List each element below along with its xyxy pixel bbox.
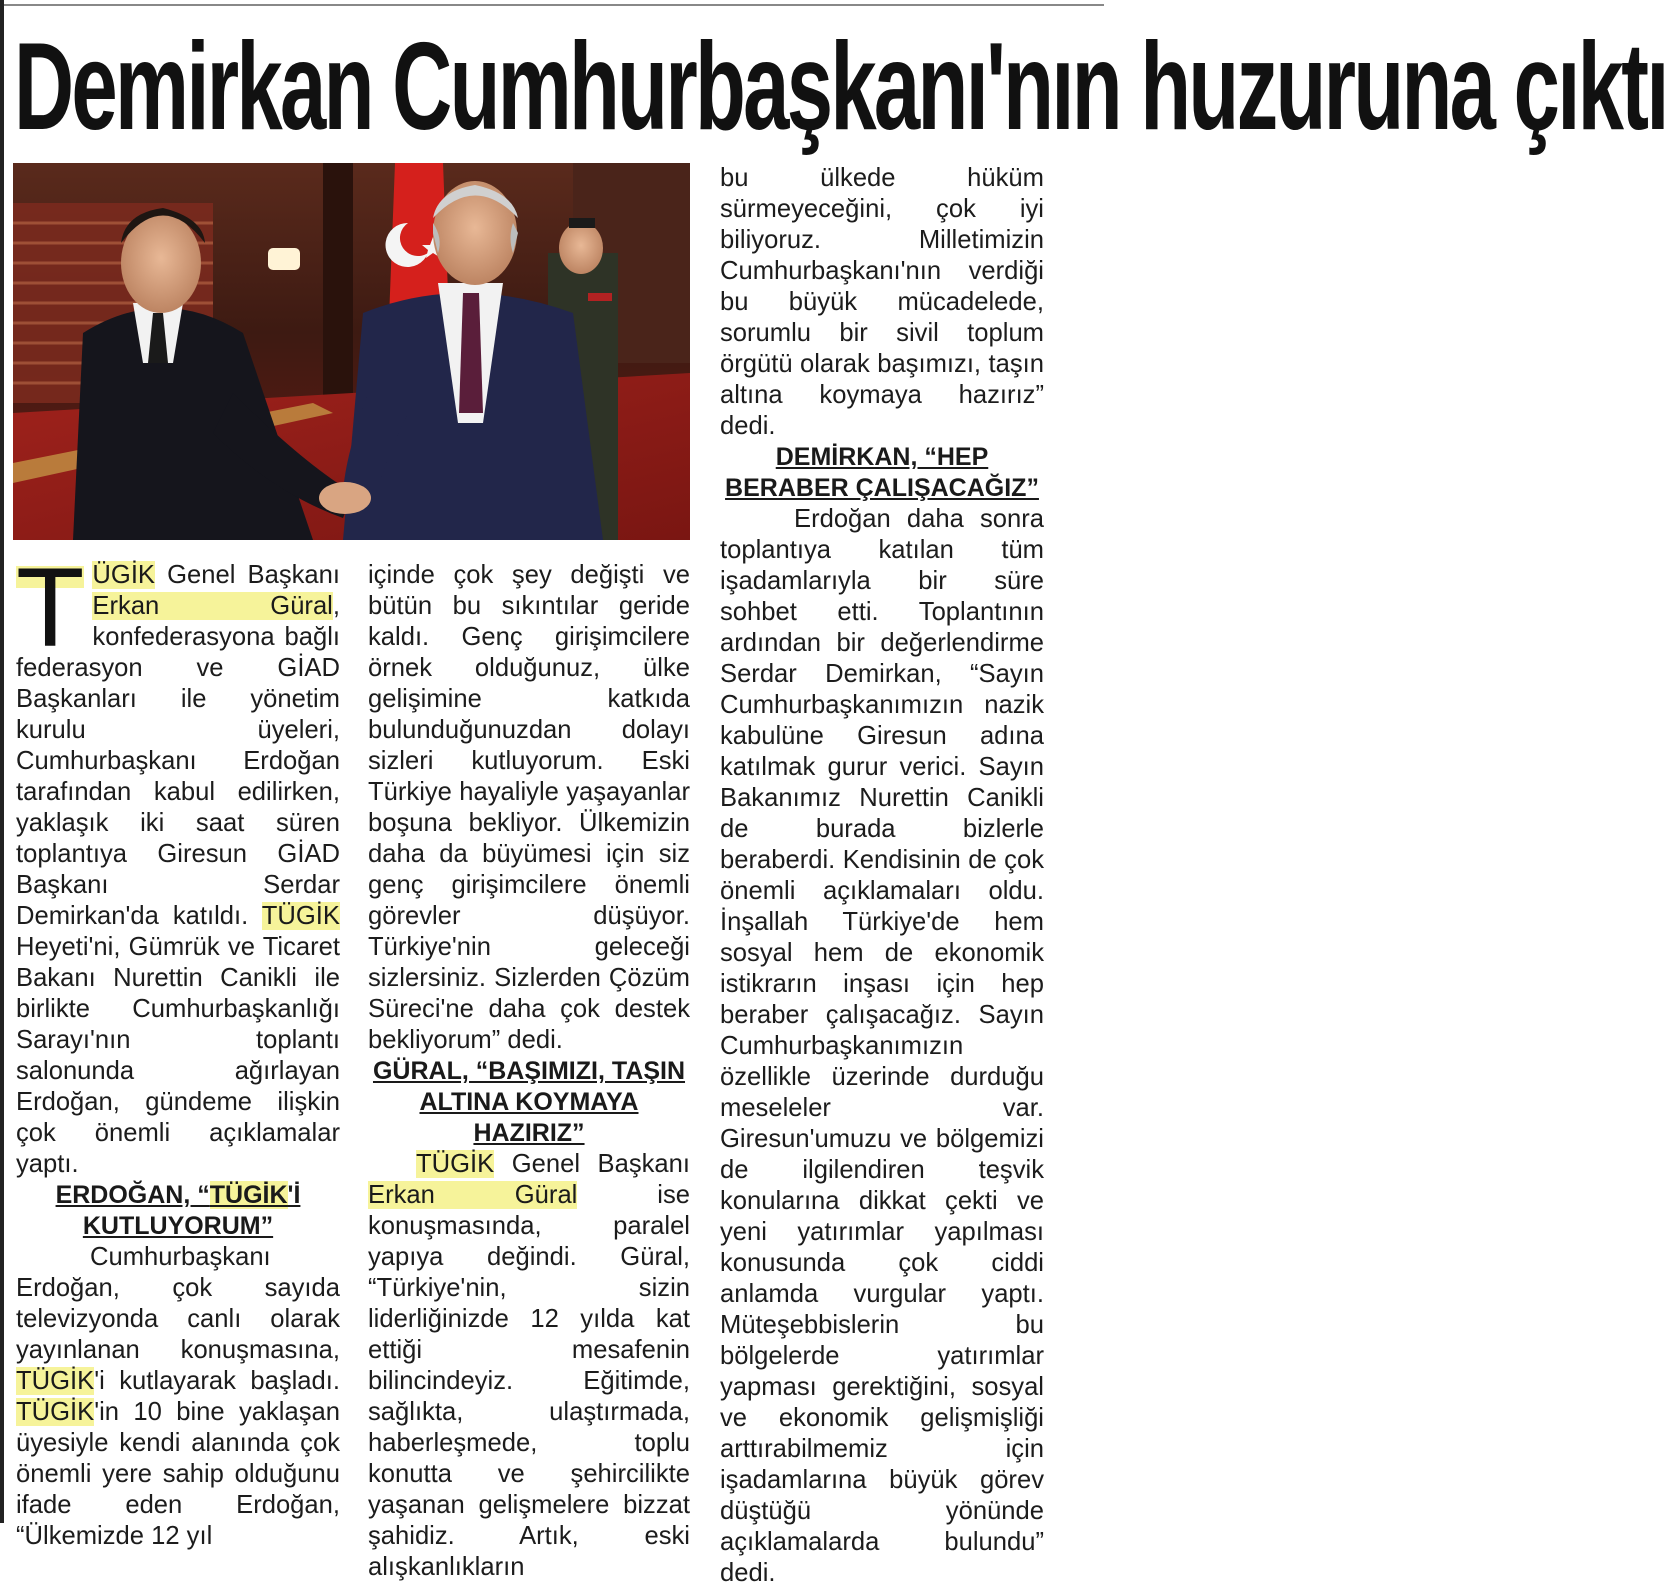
subheading-runs [373, 1057, 685, 1147]
article-column-1 [16, 545, 340, 1552]
text-run: bu ülkede hüküm sürmeyeceğini, çok iyi biliyoruz. Milletimizin Cumhurbaşkanı'nın verdiği bu büyük mücadelede, sorumlu bir sivil toplum örgütü olarak başımızı, taşın altına koymaya hazırız” dedi. [720, 164, 1044, 440]
highlighted-term: Erkan Güral [368, 1181, 578, 1209]
para-runs [720, 164, 1044, 440]
article-column-2 [368, 560, 690, 1583]
subheading-gural [368, 1056, 690, 1149]
text-run: içinde çok şey değişti ve bütün bu sıkıntılar geride kaldı. Genç girişimcilere örnek olduğunuz, ülke gelişimine katkıda bulunduğunuzdan dolayı sizleri kutluyorum. Eski Türkiye hayaliyle yaşayanlar boşuna bekliyor. Ülkemizin daha da büyümesi için siz genç girişimcilere önemli görevler düşüyor. Türkiye'nin geleceği sizlersiniz. Sizlerden Çözüm Süreci'ne daha çok destek bekliyorum” dedi. [368, 561, 690, 1054]
highlighted-term: ÜGİK [92, 561, 155, 589]
text-run: DEMİRKAN, “HEP BERABER ÇALIŞACAĞIZ” [725, 443, 1039, 502]
subheading-runs [56, 1181, 301, 1240]
text-run: Cumhurbaşkanı Erdoğan, çok sayıda televizyonda canlı olarak yayınlanan konuşmasına, [16, 1243, 340, 1364]
text-run: , konfederasyona bağlı federasyon ve GİAD Başkanları ile yönetim kurulu üyeleri, Cumhurbaşkanı Erdoğan tarafından kabul edilirken, yaklaşık iki saat süren toplantıya Giresun GİAD Başkanı Serdar Demirkan'da katıldı. [16, 592, 340, 930]
text-run: Genel Başkanı [155, 561, 340, 589]
paragraph [368, 1149, 690, 1583]
text-run: GÜRAL, “BAŞIMIZI, TAŞIN ALTINA KOYMAYA HAZIRIZ” [372, 1057, 686, 1147]
text-run: Heyeti'ni, Gümrük ve Ticaret Bakanı Nurettin Canikli ile birlikte Cumhurbaşkanlığı Sarayı'nın toplantı salonunda ağırlayan Erdoğan, gündeme ilişkin çok önemli açıklamalar yaptı. [16, 933, 340, 1178]
highlighted-term: TÜGİK [16, 1398, 95, 1426]
paragraph [720, 163, 1044, 442]
highlighted-term: TÜGİK [209, 1181, 288, 1209]
text-run: Erdoğan daha sonra toplantıya katılan tüm işadamlarıyla bir süre sohbet etti. Toplantının ardından bir değerlendirme Serdar Demirkan, “Sayın Cumhurbaşkanımızın nazik kabulüne Giresun adına katılmak gurur verici. Sayın Bakanımız Nurettin Canikli de burada bizlerle beraberdi. Kendisinin de çok önemli açıklamaları oldu. İnşallah Türkiye'de hem sosyal hem de ekonomik istikrarın inşası için hep beraber çalışacağız. Sayın Cumhurbaşkanımızın özellikle üzerinde durduğu meseleler var. Giresun'umuzu ve bölgemizi de ilgilendiren teşvik konularına dikkat çekti ve yeni yatırımlar yapılması konusunda çok ciddi anlamda vurgular yaptı. Müteşebbislerin bu bölgelerde yatırımlar yapması gerektiğini, sosyal ve ekonomik gelişmişliği arttırabilmemiz için işadamlarına büyük görev düştüğü yönünde açıklamalarda bulundu” dedi. [720, 505, 1044, 1587]
article-column-3 [720, 163, 1044, 1589]
subheading-runs [725, 443, 1039, 502]
text-run: 'in 10 bine yaklaşan üyesiyle kendi alanında çok önemli yere sahip olduğunu ifade eden Erdoğan, “Ülkemizde 12 yıl [16, 1398, 340, 1550]
para-runs [16, 545, 340, 1178]
subheading-erdogan [16, 1180, 340, 1242]
paragraph [368, 560, 690, 1056]
handshake-photo-icon [13, 163, 690, 540]
intro-paragraph [16, 545, 340, 1180]
paragraph [16, 1242, 340, 1552]
para-runs [368, 1150, 690, 1581]
highlighted-term: TÜGİK [16, 1367, 95, 1395]
paragraph [720, 504, 1044, 1589]
drop-cap: T [16, 545, 85, 670]
para-runs [368, 561, 690, 1054]
headline: Demirkan Cumhurbaşkanı'nın huzuruna çıktı [14, 18, 1667, 157]
highlighted-term: TÜGİK [416, 1150, 495, 1178]
text-run: 'İ KUTLUYORUM” [82, 1181, 301, 1240]
left-border-rule [0, 0, 4, 1523]
text-run: ERDOĞAN, “ [55, 1181, 210, 1209]
news-photo [13, 163, 690, 540]
text-run: ise konuşmasında, paralel yapıya değindi. Güral, “Türkiye'nin, sizin liderliğinizde 12 yılda kat ettiği mesafenin bilincindeyiz. Eğitimde, sağlıkta, ulaştırmada, haberleşmede, toplu konutta ve şehircilikte yaşanan gelişmelere bizzat şahidiz. Artık, eski alışkanlıkların [368, 1181, 690, 1581]
subheading-demirkan [720, 442, 1044, 504]
text-run: 'i kutlayarak başladı. [94, 1367, 340, 1395]
highlighted-term: TÜGİK [261, 902, 340, 930]
para-runs [16, 1243, 340, 1550]
highlighted-term: Erkan Güral [92, 592, 333, 620]
text-run: Genel Başkanı [494, 1150, 690, 1178]
para-runs [720, 505, 1044, 1587]
